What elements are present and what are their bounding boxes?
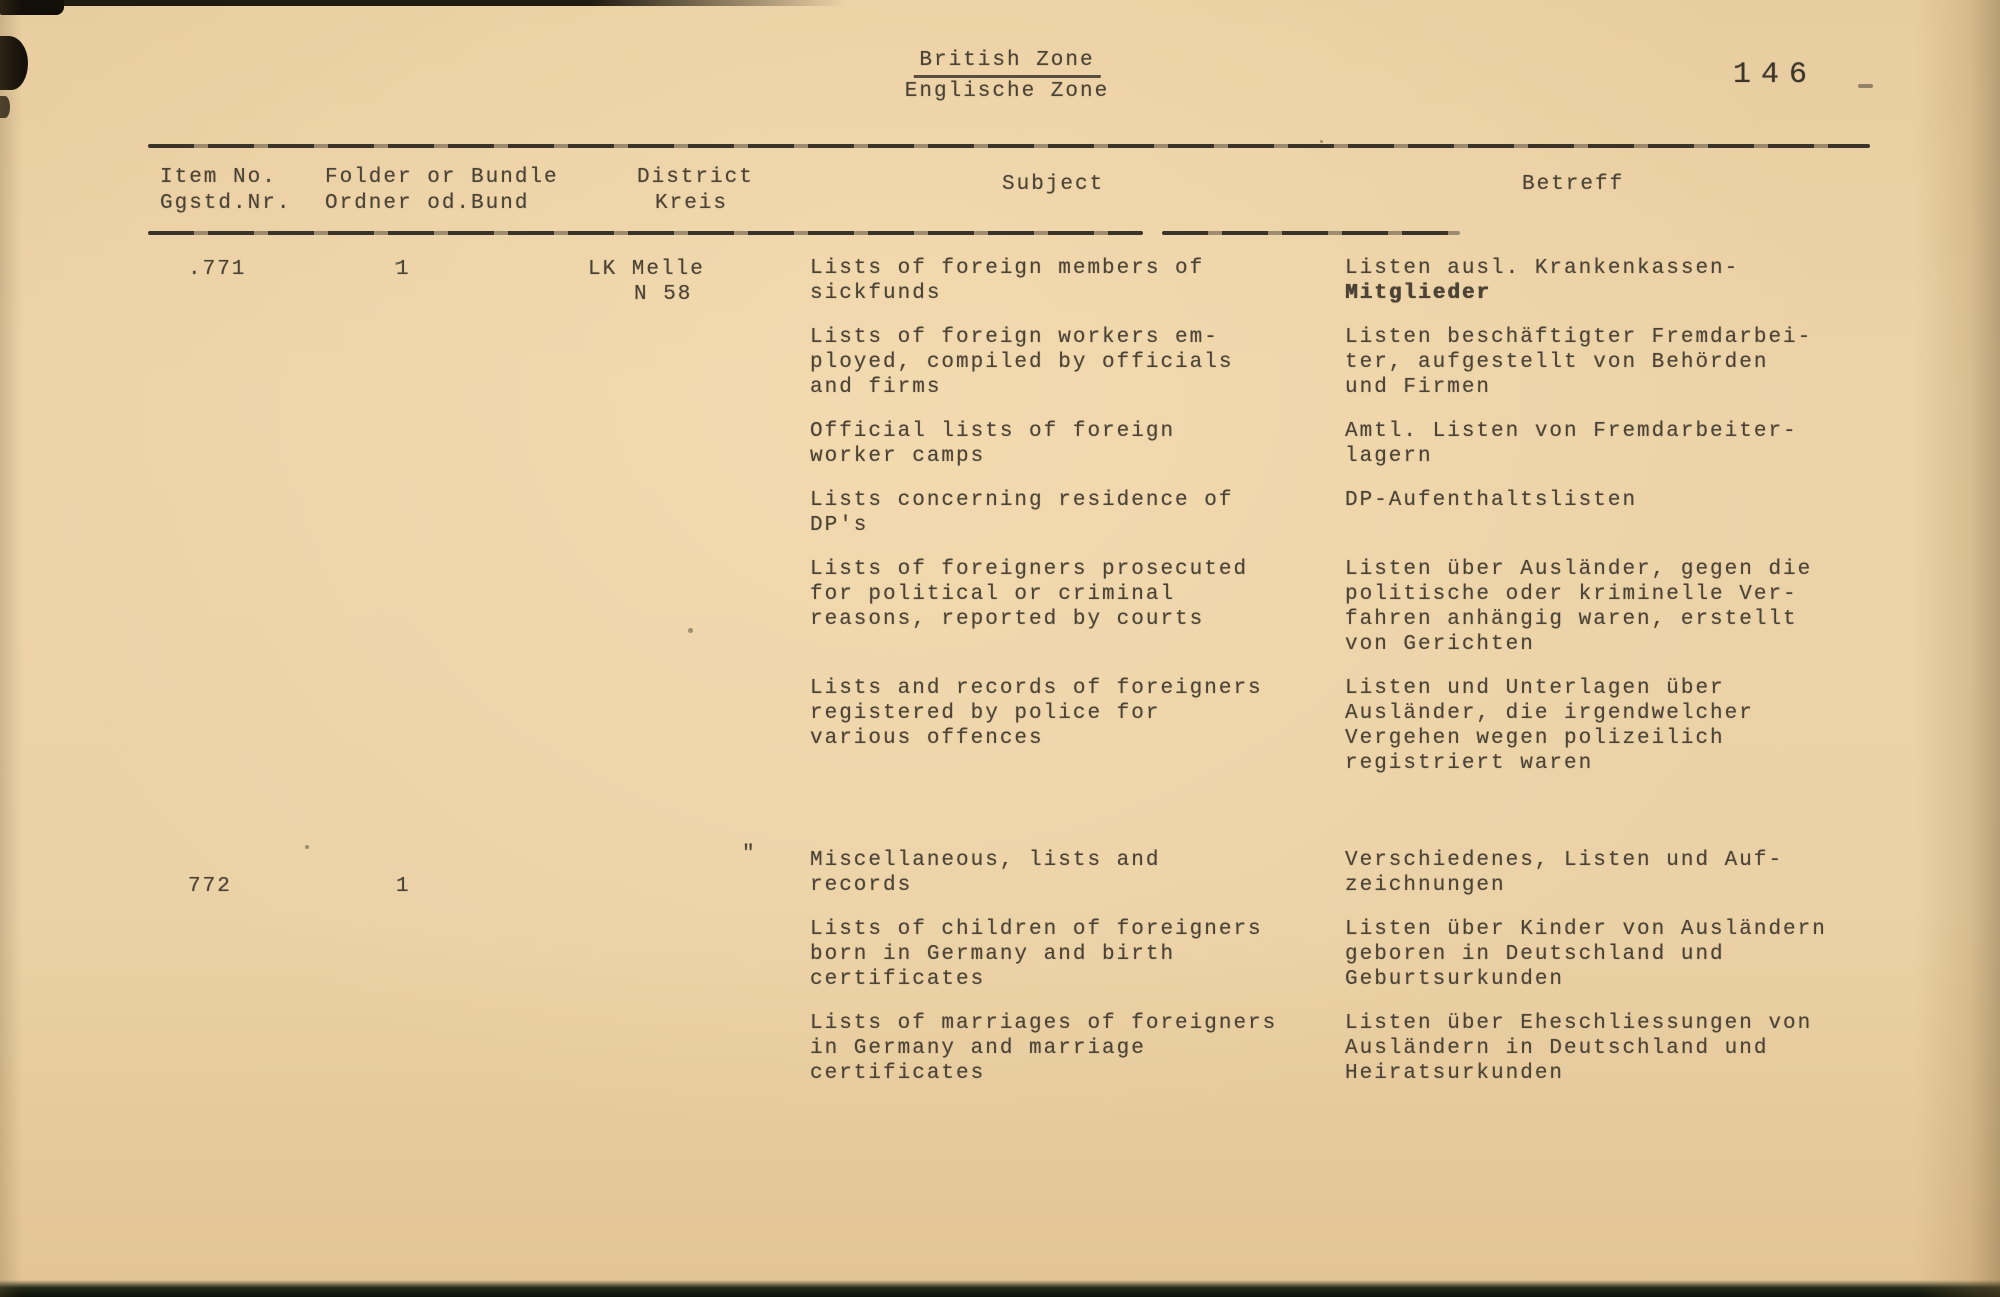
scan-edge-bottom	[0, 1280, 2000, 1297]
subject-line: in Germany and marriage	[810, 1037, 1146, 1060]
column-header-subject: Subject	[1002, 173, 1105, 196]
subject-line: sickfunds	[810, 282, 942, 305]
horizontal-rule-header-left	[148, 231, 1143, 235]
table-entry	[810, 488, 1930, 538]
district-line: "	[742, 843, 757, 866]
subject-text	[810, 557, 1345, 632]
subject-text	[810, 848, 1345, 898]
table-entry	[810, 848, 1930, 898]
district	[742, 842, 757, 867]
betreff-text	[1345, 1011, 1812, 1086]
subject-text	[810, 676, 1345, 751]
table-entry	[810, 917, 1930, 992]
betreff-line: Ausländern in Deutschland und	[1345, 1037, 1769, 1060]
district-line: N 58	[634, 283, 693, 306]
subject-line: Lists of foreign members of	[810, 257, 1205, 280]
subject-text	[810, 325, 1345, 400]
table-row	[0, 843, 2000, 1086]
subject-line: Official lists of foreign	[810, 420, 1176, 443]
betreff-line: Heiratsurkunden	[1345, 1062, 1565, 1085]
table-entry	[810, 676, 1930, 776]
subject-line: Lists concerning residence of	[810, 489, 1234, 512]
subject-line: Lists of foreign workers em-	[810, 326, 1219, 349]
horizontal-rule-top	[148, 144, 1870, 148]
subject-text	[810, 1011, 1345, 1086]
column-header-betreff: Betreff	[1522, 173, 1625, 196]
subject-text	[810, 256, 1345, 306]
betreff-line: DP-Aufenthaltslisten	[1345, 489, 1638, 512]
district	[588, 257, 705, 307]
folder-number: 1	[396, 258, 411, 281]
column-header-district-de: Kreis	[655, 192, 729, 215]
zone-title-german: Englische Zone	[904, 80, 1110, 103]
betreff-line: lagern	[1345, 445, 1433, 468]
betreff-line: Mitglieder	[1345, 282, 1492, 305]
betreff-line: Listen ausl. Krankenkassen-	[1345, 257, 1740, 280]
folder-number: 1	[396, 875, 411, 898]
subject-line: certificates	[810, 1062, 986, 1085]
table-row	[0, 256, 2000, 776]
table-entry	[810, 1011, 1930, 1086]
betreff-text	[1345, 325, 1812, 400]
subject-line: Lists of marriages of foreigners	[810, 1012, 1278, 1035]
table-entry	[810, 325, 1930, 400]
column-header-folder-de: Ordner od.Bund	[325, 192, 530, 215]
table-entry	[810, 557, 1930, 657]
item-number: .771	[188, 258, 247, 281]
table-entry	[810, 256, 1930, 306]
column-header-item-en: Item No.	[160, 166, 277, 189]
subject-line: for political or criminal	[810, 583, 1176, 606]
betreff-line: geboren in Deutschland und	[1345, 943, 1725, 966]
subject-line: registered by police for	[810, 702, 1161, 725]
betreff-text	[1345, 488, 1637, 513]
betreff-line: zeichnungen	[1345, 874, 1506, 897]
betreff-line: Amtl. Listen von Fremdarbeiter-	[1345, 420, 1798, 443]
subject-line: reasons, reported by courts	[810, 608, 1205, 631]
betreff-text	[1345, 917, 1827, 992]
table-body	[0, 256, 2000, 1158]
betreff-line: Vergehen wegen polizeilich	[1345, 727, 1725, 750]
page-number-dash	[1858, 84, 1873, 88]
subject-line: records	[810, 874, 913, 897]
betreff-line: Listen über Kinder von Ausländern	[1345, 918, 1827, 941]
betreff-line: und Firmen	[1345, 376, 1492, 399]
column-header-item-de: Ggstd.Nr.	[160, 192, 292, 215]
betreff-line: fahren anhängig waren, erstellt	[1345, 608, 1798, 631]
betreff-line: Verschiedenes, Listen und Auf-	[1345, 849, 1784, 872]
subject-text	[810, 419, 1345, 469]
item-number: 772	[188, 875, 232, 898]
betreff-text	[1345, 557, 1812, 657]
subject-line: born in Germany and birth	[810, 943, 1176, 966]
page-number: 146	[1733, 58, 1818, 92]
subject-text	[810, 917, 1345, 992]
betreff-line: Geburtsurkunden	[1345, 968, 1565, 991]
scan-edge-top	[0, 0, 845, 6]
zone-title-english: British Zone	[913, 48, 1100, 78]
column-header-district-en: District	[637, 166, 754, 189]
horizontal-rule-header-right	[1162, 231, 1460, 235]
subject-line: Lists of children of foreigners	[810, 918, 1263, 941]
district-line: LK Melle	[588, 258, 705, 281]
entries	[810, 256, 1930, 776]
betreff-line: Listen und Unterlagen über	[1345, 677, 1725, 700]
subject-line: Lists and records of foreigners	[810, 677, 1263, 700]
betreff-text	[1345, 419, 1798, 469]
subject-text	[810, 488, 1345, 538]
betreff-line: politische oder kriminelle Ver-	[1345, 583, 1798, 606]
betreff-line: Listen über Eheschliessungen von	[1345, 1012, 1813, 1035]
betreff-line: von Gerichten	[1345, 633, 1535, 656]
betreff-text	[1345, 256, 1739, 306]
subject-line: Miscellaneous, lists and	[810, 849, 1161, 872]
betreff-line: Listen über Ausländer, gegen die	[1345, 558, 1813, 581]
betreff-line: Listen beschäftigter Fremdarbei-	[1345, 326, 1813, 349]
zone-title	[905, 48, 1109, 104]
subject-line: various offences	[810, 727, 1044, 750]
betreff-line: Ausländer, die irgendwelcher	[1345, 702, 1754, 725]
betreff-line: registriert waren	[1345, 752, 1594, 775]
table-entry	[810, 419, 1930, 469]
subject-line: ployed, compiled by officials	[810, 351, 1234, 374]
subject-line: Lists of foreigners prosecuted	[810, 558, 1249, 581]
betreff-line: ter, aufgestellt von Behörden	[1345, 351, 1769, 374]
subject-line: certificates	[810, 968, 986, 991]
paper-speck	[1320, 140, 1323, 143]
subject-line: worker camps	[810, 445, 986, 468]
subject-line: DP's	[810, 514, 869, 537]
entries	[810, 848, 1930, 1086]
betreff-text	[1345, 676, 1754, 776]
subject-line: and firms	[810, 376, 942, 399]
column-header-folder-en: Folder or Bundle	[325, 166, 559, 189]
betreff-text	[1345, 848, 1783, 898]
